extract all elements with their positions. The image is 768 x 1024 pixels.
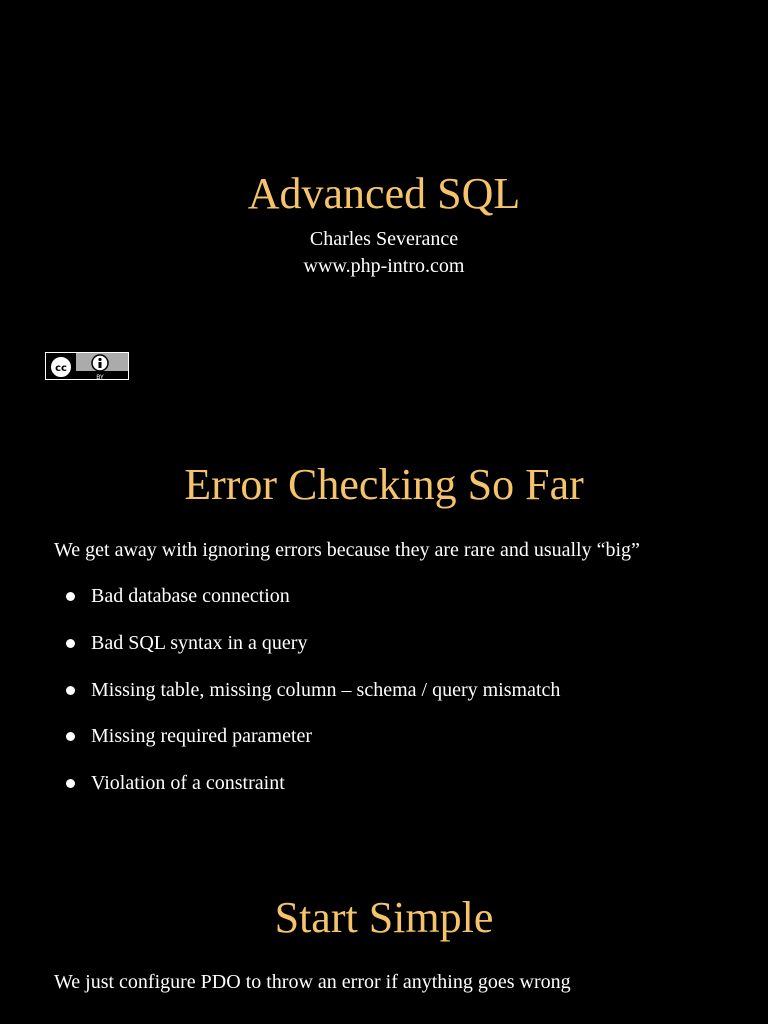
bullet-icon [66, 639, 75, 648]
license-label: BY [96, 374, 104, 381]
bullet-icon [66, 592, 75, 601]
svg-text:cc: cc [55, 363, 67, 374]
slide-title-advanced-sql: Advanced SQL [247, 169, 521, 218]
bullet-icon [66, 732, 75, 741]
creative-commons-by-icon [45, 352, 129, 380]
bullet-icon [66, 779, 75, 788]
author-name: Charles Severance [309, 228, 459, 250]
error-checking-intro: We get away with ignoring errors because they are rare and usually “big” [54, 539, 640, 561]
start-simple-intro: We just configure PDO to throw an error if anything goes wrong [54, 971, 571, 993]
website-url: www.php-intro.com [303, 255, 465, 277]
bullet-icon [66, 686, 75, 695]
slide-title-start-simple: Start Simple [274, 893, 494, 942]
slide-title-error-checking: Error Checking So Far [184, 460, 584, 509]
